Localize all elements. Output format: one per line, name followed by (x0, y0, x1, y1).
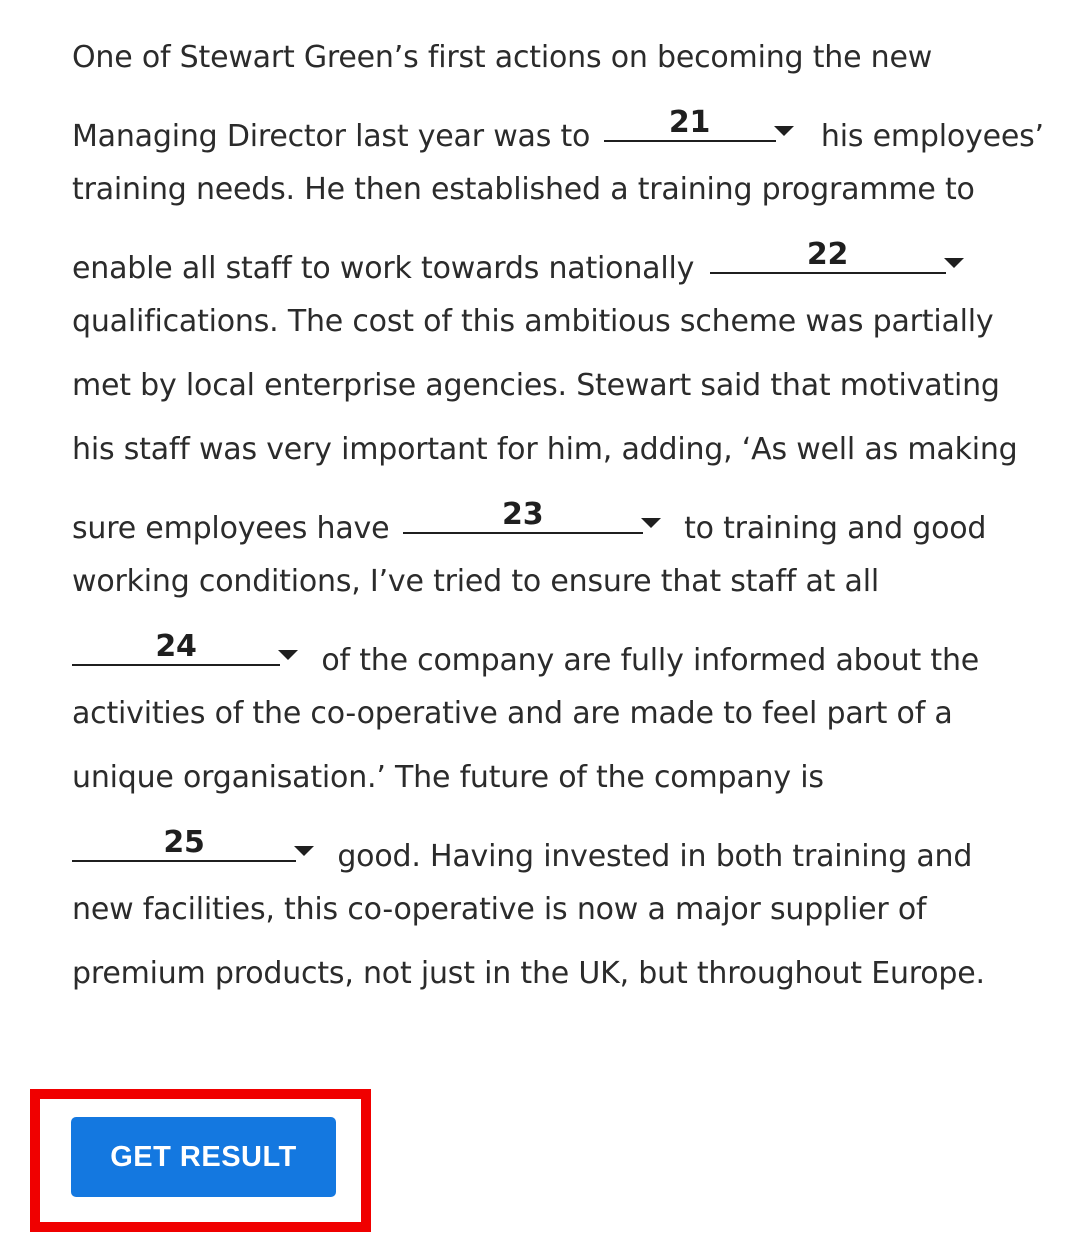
passage-text: his employees’ (820, 119, 1044, 154)
passage-line (72, 430, 1018, 470)
passage-line (72, 758, 824, 798)
caret-down-icon (774, 126, 794, 136)
caret-down-icon (278, 650, 298, 660)
gap-22-value: 22 (806, 237, 849, 272)
passage-text: premium products, not just in the UK, but throughout Europe. (72, 956, 985, 991)
passage-line (72, 238, 968, 289)
gap-22-dropdown[interactable] (710, 238, 968, 278)
passage-text: qualifications. The cost of this ambitious scheme was partially (72, 304, 994, 339)
gap-22-underline (710, 272, 946, 274)
gap-23-dropdown[interactable] (403, 498, 665, 538)
gap-25-dropdown[interactable] (72, 826, 318, 866)
passage-line (72, 630, 979, 681)
passage-text: of the company are fully informed about the (321, 643, 980, 678)
passage-line (72, 826, 972, 877)
passage-line (72, 498, 986, 549)
passage-text: training needs. He then established a training programme to (72, 172, 975, 207)
passage-text: enable all staff to work towards nationally (72, 251, 695, 286)
gap-21-underline (604, 140, 776, 142)
caret-down-icon (641, 518, 661, 528)
passage-line (72, 366, 1000, 406)
gap-21-dropdown[interactable] (604, 106, 804, 146)
caret-down-icon (294, 846, 314, 856)
passage-text: sure employees have (72, 511, 390, 546)
gap-23-underline (403, 532, 643, 534)
passage-line (72, 562, 879, 602)
gap-24-underline (72, 664, 280, 666)
passage-text: Managing Director last year was to (72, 119, 591, 154)
gap-21-value: 21 (668, 105, 711, 140)
passage-text: working conditions, I’ve tried to ensure that staff at all (72, 564, 879, 599)
gap-25-value: 25 (163, 825, 205, 860)
passage-line (72, 170, 975, 210)
gap-25-underline (72, 860, 296, 862)
gap-24-value: 24 (155, 629, 197, 664)
caret-down-icon (944, 258, 964, 268)
passage-line (72, 106, 1044, 157)
passage-line (72, 38, 932, 78)
gap-23-value: 23 (502, 497, 544, 532)
passage-line (72, 890, 926, 930)
passage-text: his staff was very important for him, adding, ‘As well as making (72, 432, 1018, 467)
get-result-button[interactable]: GET RESULT (71, 1117, 336, 1197)
passage-line (72, 954, 985, 994)
passage-text: activities of the co-operative and are made to feel part of a (72, 696, 953, 731)
passage-text: new facilities, this co-operative is now a major supplier of (72, 892, 927, 927)
passage-line (72, 694, 953, 734)
passage-text: to training and good (684, 511, 987, 546)
passage-text: good. Having invested in both training and (337, 839, 973, 874)
passage-text: met by local enterprise agencies. Stewart said that motivating (72, 368, 1000, 403)
passage-text: One of Stewart Green’s first actions on becoming the new (72, 40, 933, 75)
gap-24-dropdown[interactable] (72, 630, 302, 670)
passage-line (72, 302, 993, 342)
passage-text: unique organisation.’ The future of the company is (72, 760, 824, 795)
